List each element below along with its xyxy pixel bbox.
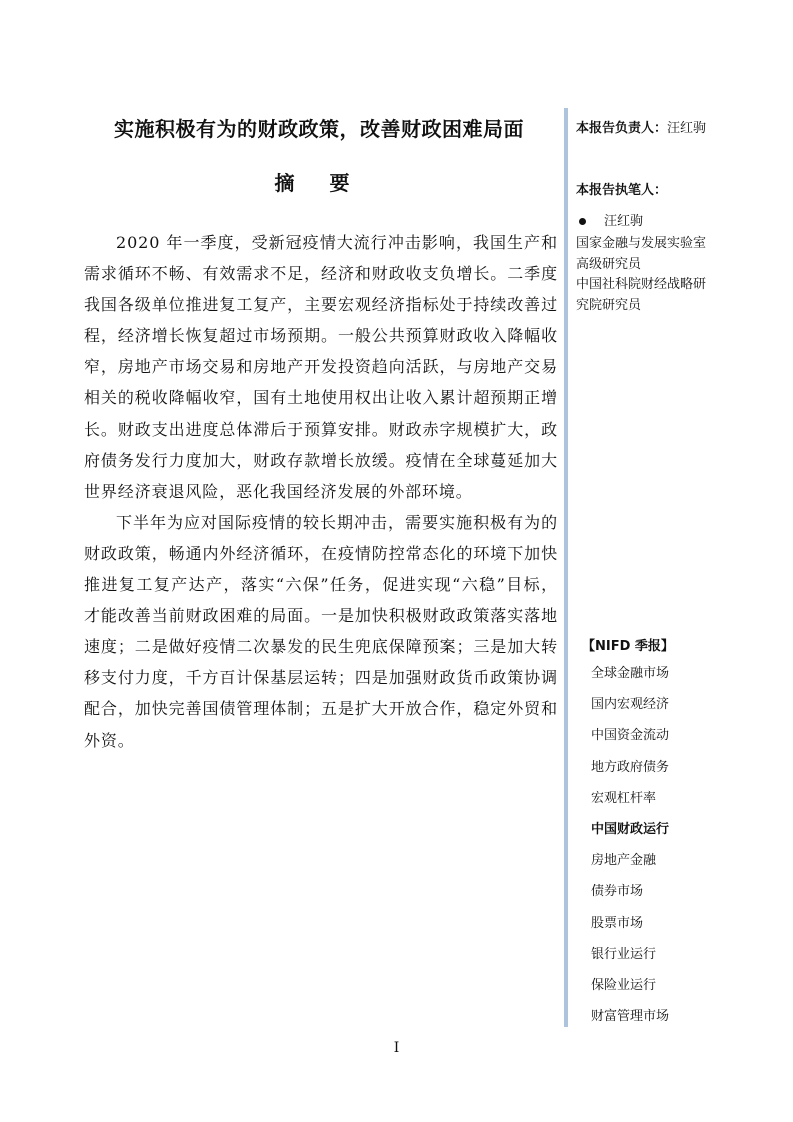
responsible-line [576, 117, 706, 136]
sidebar-divider [564, 108, 568, 1027]
author-affiliation [576, 234, 776, 316]
bullet-icon [579, 218, 586, 225]
affiliation-line: 究院研究员 [576, 297, 642, 313]
abstract-paragraph-2: 下半年为应对国际疫情的较长期冲击，需要实施积极有为的财政政策，畅通内外经济循环，在疫情防控常态化的环境下加快推进复工复产达产，落实“六保”任务，促进实现“六稳”目标，才能改善当前财政困难的局面。一是加快积极财政政策落实落地速度；二是做好疫情二次暴发的民生兜底保障预案；三是加大转移支付力度，千方百计保基层运转；四是加强财政货币政策协调配合，加快完善国债管理体制；五是扩大开放合作，稳定外贸和外资。 [84, 512, 558, 750]
nifd-item-macro-leverage[interactable]: 宏观杠杆率 [591, 790, 657, 806]
authors-label: 本报告执笔人： [576, 183, 668, 198]
responsible-label: 本报告负责人： [576, 121, 668, 136]
affiliation-line: 中国社科院财经战略研 [576, 277, 707, 292]
responsible-name: 汪红驹 [667, 121, 707, 136]
nifd-item-stock-market[interactable]: 股票市场 [591, 915, 644, 931]
abstract-body [84, 227, 558, 756]
nifd-item-real-estate-finance[interactable]: 房地产金融 [591, 853, 657, 869]
author-entry [576, 210, 643, 229]
nifd-item-domestic-macroeconomy[interactable]: 国内宏观经济 [591, 697, 670, 713]
nifd-item-china-capital-flows[interactable]: 中国资金流动 [591, 728, 670, 744]
nifd-item-global-financial-markets[interactable]: 全球金融市场 [591, 666, 670, 681]
page-number: I [393, 1040, 400, 1056]
nifd-item-insurance-operations[interactable]: 保险业运行 [591, 977, 657, 993]
abstract-heading: 摘 要 [274, 171, 364, 195]
nifd-series-list [591, 664, 669, 1038]
abstract-paragraph-1: 2020 年一季度，受新冠疫情大流行冲击影响，我国生产和需求循环不畅、有效需求不足，经济和财政收支负增长。二季度我国各级单位推进复工复产，主要宏观经济指标处于持续改善过程，经济增长恢复超过市场预期。一般公共预算财政收入降幅收窄，房地产市场交易和房地产开发投资趋向活跃，与房地产交易相关的税收降幅收窄，国有土地使用权出让收入累计超预期正增长。财政支出进度总体滞后于预算安排。财政赤字规模扩大，政府债务发行力度加大，财政存款增长放缓。疫情在全球蔓延加大世界经济衰退风险，恶化我国经济发展的外部环境。 [84, 233, 558, 501]
nifd-item-banking-operations[interactable]: 银行业运行 [591, 946, 657, 962]
report-title: 实施积极有为的财政政策，改善财政困难局面 [114, 117, 524, 141]
nifd-item-china-fiscal-operations[interactable]: 中国财政运行 [591, 821, 670, 837]
nifd-series-heading: 【NIFD 季报】 [582, 639, 674, 654]
nifd-item-wealth-management-market[interactable]: 财富管理市场 [591, 1009, 670, 1025]
affiliation-line: 高级研究员 [576, 256, 642, 272]
nifd-item-bond-market[interactable]: 债券市场 [591, 884, 644, 900]
author-name: 汪红驹 [604, 214, 644, 229]
nifd-item-local-government-debt[interactable]: 地方政府债务 [591, 759, 670, 775]
affiliation-line: 国家金融与发展实验室 [576, 236, 707, 251]
